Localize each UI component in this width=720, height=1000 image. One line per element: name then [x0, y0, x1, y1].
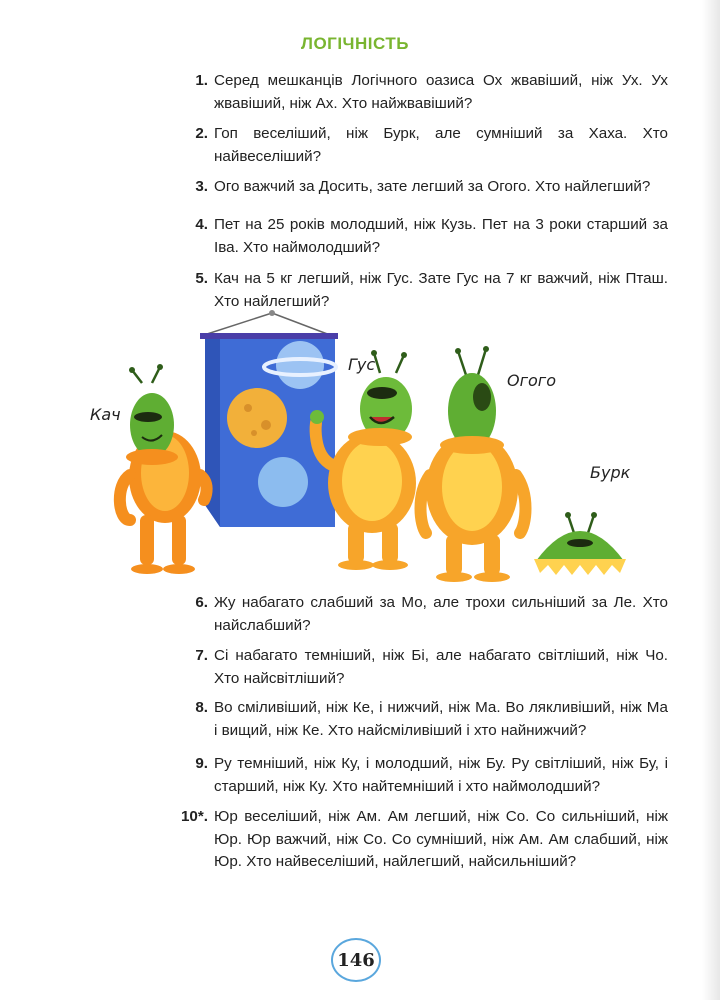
question-8	[178, 697, 668, 742]
page-title: ЛОГІЧНІСТЬ	[301, 34, 409, 53]
label-kach: Кач	[90, 405, 121, 424]
question-text: Жу набагато слабший за Мо, але трохи сильніший за Ле. Хто найслабший?	[214, 594, 668, 634]
label-burk: Бурк	[590, 463, 631, 482]
question-number: 6.	[195, 594, 208, 611]
question-text: Юр веселіший, ніж Ам. Ам легший, ніж Со. Со сильніший, ніж Юр. Юр важчий, ніж Со. Со сумніший, ніж Ам. Ам слабший, ніж Юр. Хто найвеселіший, найлегший, найсильніший?	[214, 808, 668, 870]
alien-kach-icon	[120, 364, 207, 574]
question-4	[178, 214, 668, 259]
question-10	[178, 806, 668, 874]
page-number: 146	[331, 938, 381, 982]
question-2	[178, 123, 668, 168]
question-3	[178, 176, 668, 199]
question-9	[178, 753, 668, 798]
question-text: Во сміливіший, ніж Ке, і нижчий, ніж Ма. Во лякливіший, ніж Ма і вищий, ніж Ке. Хто найсміливіший і хто найнижчий?	[214, 699, 668, 739]
label-ogogo: Огого	[507, 371, 556, 390]
question-text: Сі набагато темніший, ніж Бі, але набагато світліший, ніж Чо. Хто найсвітліший?	[214, 647, 668, 687]
question-number: 10*.	[180, 808, 208, 825]
question-text: Гоп веселіший, ніж Бурк, але сумніший за Хаха. Хто найвеселіший?	[214, 125, 668, 165]
question-6	[178, 592, 668, 637]
question-text: Ого важчий за Досить, зате легший за Огого. Хто найлегший?	[214, 178, 651, 195]
question-number: 9.	[195, 755, 208, 772]
question-number: 5.	[195, 270, 208, 287]
question-number: 8.	[195, 699, 208, 716]
question-number: 4.	[195, 216, 208, 233]
question-text: Кач на 5 кг легший, ніж Гус. Зате Гус на 7 кг важчий, ніж Пташ. Хто найлегший?	[214, 270, 668, 310]
question-number: 7.	[195, 647, 208, 664]
question-number: 1.	[195, 72, 208, 89]
page-edge-shadow	[702, 0, 720, 1000]
question-number: 2.	[195, 125, 208, 142]
aliens-drawing	[80, 305, 680, 595]
alien-burk-icon	[534, 512, 626, 575]
question-1	[178, 70, 668, 115]
question-number: 3.	[195, 178, 208, 195]
question-text: Ру темніший, ніж Ку, і молодший, ніж Бу. Ру світліший, ніж Бу, і старший, ніж Ку. Хто найтемніший і хто наймолодший?	[214, 755, 668, 795]
label-gus: Гус	[348, 355, 376, 374]
question-text: Пет на 25 років молодший, ніж Кузь. Пет на 3 роки старший за Іва. Хто наймолодший?	[214, 216, 668, 256]
question-7	[178, 645, 668, 690]
question-text: Серед мешканців Логічного оазиса Ох жвавіший, ніж Ух. Ух жвавіший, ніж Ах. Хто найжвавіший?	[214, 72, 668, 112]
aliens-illustration	[80, 305, 680, 595]
